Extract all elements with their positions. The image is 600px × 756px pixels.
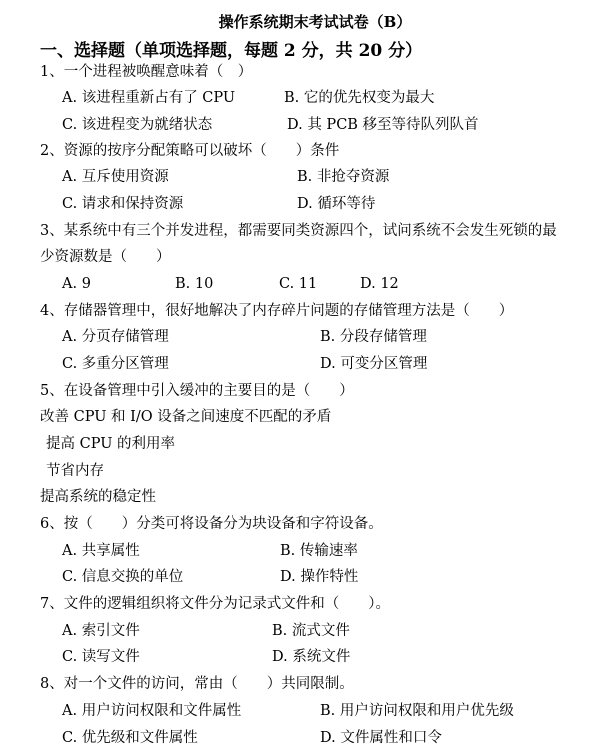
- question-4-option-b: B. 分段存储管理: [320, 329, 427, 345]
- question-4-option-d: D. 可变分区管理: [320, 356, 428, 372]
- question-2-option-d: D. 循环等待: [297, 196, 376, 212]
- question-3-option-d: D. 12: [360, 276, 399, 292]
- question-6-option-c: C. 信息交换的单位: [62, 569, 184, 585]
- question-5-option-1: 改善 CPU 和 I/O 设备之间速度不匹配的矛盾: [40, 409, 332, 425]
- question-5-option-4: 提高系统的稳定性: [40, 489, 156, 505]
- question-3-stem-continued: 少资源数是（ ）: [40, 249, 171, 265]
- question-1-option-b: B. 它的优先权变为最大: [284, 90, 435, 106]
- question-2-option-c: C. 请求和保持资源: [62, 196, 184, 212]
- question-3-option-a: A. 9: [62, 276, 91, 292]
- question-2-option-a: A. 互斥使用资源: [62, 169, 169, 185]
- question-7-option-a: A. 索引文件: [62, 623, 140, 639]
- question-6-option-b: B. 传输速率: [280, 543, 358, 559]
- question-7-option-c: C. 读写文件: [62, 649, 140, 665]
- question-1-stem: 1、一个进程被唤醒意味着（ ）: [40, 64, 253, 80]
- question-8-option-a: A. 用户访问权限和文件属性: [62, 703, 242, 719]
- question-3-option-c: C. 11: [279, 276, 318, 292]
- exam-title: 操作系统期末考试试卷（B）: [218, 13, 412, 31]
- question-7-option-b: B. 流式文件: [272, 623, 350, 639]
- question-2-stem: 2、资源的按序分配策略可以破坏（ ）条件: [40, 143, 340, 159]
- question-4-option-c: C. 多重分区管理: [62, 356, 169, 372]
- question-8-option-d: D. 文件属性和口令: [320, 730, 442, 746]
- question-8-stem: 8、对一个文件的访问，常由（ ）共同限制。: [40, 676, 354, 692]
- question-1-option-c: C. 该进程变为就绪状态: [62, 117, 213, 133]
- question-4-stem: 4、存储器管理中，很好地解决了内存碎片问题的存储管理方法是（ ）: [40, 303, 514, 319]
- question-2-option-b: B. 非抢夺资源: [297, 169, 390, 185]
- question-8-option-b: B. 用户访问权限和用户优先级: [320, 703, 514, 719]
- question-6-stem: 6、按（ ）分类可将设备分为块设备和字符设备。: [40, 516, 383, 532]
- question-4-option-a: A. 分页存储管理: [62, 329, 169, 345]
- question-3-option-b: B. 10: [175, 276, 214, 292]
- question-3-stem: 3、某系统中有三个并发进程，都需要同类资源四个，试问系统不会发生死锁的最: [40, 223, 557, 239]
- question-6-option-a: A. 共享属性: [62, 543, 140, 559]
- section-heading: 一、选择题（单项选择题，每题 2 分，共 20 分）: [40, 41, 423, 61]
- question-1-option-a: A. 该进程重新占有了 CPU: [62, 90, 236, 106]
- question-5-option-2: 提高 CPU 的利用率: [46, 436, 176, 452]
- question-1-option-d: D. 其 PCB 移至等待队列队首: [287, 117, 479, 133]
- question-8-option-c: C. 优先级和文件属性: [62, 730, 198, 746]
- question-7-stem: 7、文件的逻辑组织将文件分为记录式文件和（ ）。: [40, 596, 390, 612]
- question-5-stem: 5、在设备管理中引入缓冲的主要目的是（ ）: [40, 383, 354, 399]
- question-5-option-3: 节省内存: [46, 463, 104, 479]
- question-6-option-d: D. 操作特性: [280, 569, 359, 585]
- question-7-option-d: D. 系统文件: [272, 649, 351, 665]
